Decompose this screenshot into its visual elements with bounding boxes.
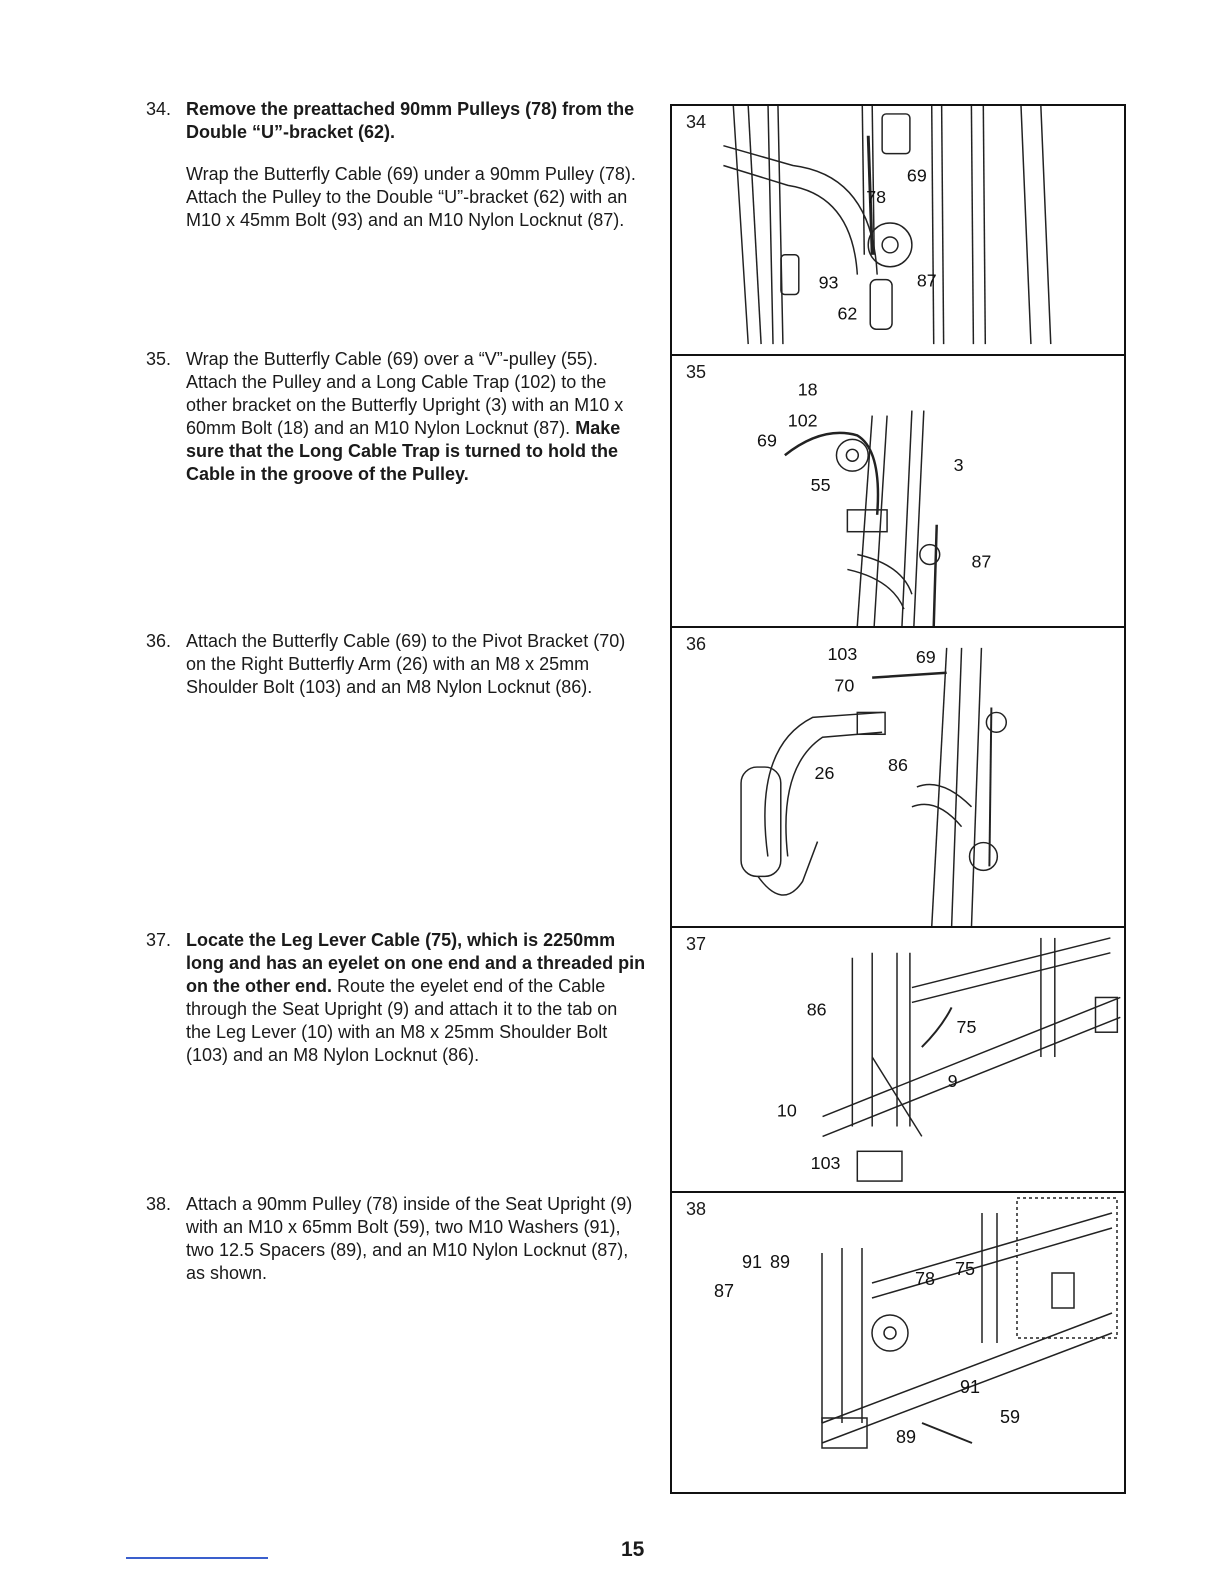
figure-panels	[670, 104, 1126, 1494]
callout: 103	[827, 643, 858, 664]
step-number: 37.	[146, 930, 172, 950]
callout: 93	[818, 272, 839, 293]
step-37	[146, 929, 646, 1067]
step-body: Attach the Butterfly Cable (69) to the Pivot Bracket (70) on the Right Butterfly Arm (26) with an M8 x 25mm Shoulder Bolt (103) and an M8 Nylon Locknut (86).	[186, 631, 626, 697]
figure-label: 35	[686, 362, 707, 382]
callout: 89	[770, 1252, 791, 1272]
step-34	[146, 98, 646, 232]
callout: 86	[888, 755, 908, 776]
figure-36	[672, 628, 1124, 928]
callout: 89	[896, 1427, 917, 1447]
callout: 103	[810, 1153, 841, 1174]
step-bold-note: Locate the Leg Lever Cable (75), which is 2250mm long and has an eyelet on one end and a threaded pin on the other end.	[186, 930, 646, 996]
step-bold-note: Make sure that the Long Cable Trap is turned to hold the Cable in the groove of the Pulley.	[186, 418, 621, 484]
callout: 3	[953, 455, 964, 476]
callout: 78	[915, 1269, 936, 1289]
figure-34-drawing	[672, 106, 1124, 354]
figure-34	[672, 106, 1124, 356]
callout: 91	[960, 1377, 981, 1397]
callout: 55	[810, 475, 831, 495]
step-36	[146, 630, 646, 699]
callout: 70	[834, 675, 855, 696]
step-body: Route the eyelet end of the Cable through the Seat Upright (9) and attach it to the tab on the Leg Lever (10) with an M8 x 25mm Shoulder Bolt (103) and an M8 Nylon Locknut (86).	[186, 976, 618, 1065]
step-number: 35.	[146, 349, 172, 369]
step-number: 34.	[146, 99, 172, 119]
callout: 59	[1000, 1407, 1021, 1427]
callout: 87	[916, 270, 937, 291]
callout: 75	[955, 1259, 976, 1279]
callout: 69	[906, 165, 927, 186]
figure-label: 38	[686, 1199, 707, 1219]
step-body: Wrap the Butterfly Cable (69) under a 90mm Pulley (78). Attach the Pulley to the Double “U”-bracket (62) with an M10 x 45mm Bolt (93) and an M10 Nylon Locknut (87).	[186, 164, 636, 230]
callout: 102	[787, 410, 818, 431]
figure-label: 36	[686, 634, 707, 654]
figure-38-drawing	[672, 1193, 1124, 1492]
figure-38	[672, 1193, 1124, 1492]
step-35	[146, 348, 646, 486]
step-heading: Remove the preattached 90mm Pulleys (78) from the Double “U”-bracket (62).	[186, 99, 635, 142]
figure-37-drawing	[672, 928, 1124, 1191]
step-number: 36.	[146, 631, 172, 651]
step-number: 38.	[146, 1194, 172, 1214]
figure-label: 34	[686, 112, 707, 132]
callout: 87	[971, 551, 992, 572]
footer-rule	[126, 1557, 268, 1559]
figure-36-drawing	[672, 628, 1124, 926]
callout: 62	[837, 303, 858, 324]
figure-35	[672, 356, 1124, 628]
step-body: Attach a 90mm Pulley (78) inside of the Seat Upright (9) with an M10 x 65mm Bolt (59), two M10 Washers (91), two 12.5 Spacers (89), and an M10 Nylon Locknut (87), as shown.	[186, 1194, 633, 1283]
figure-35-drawing	[672, 356, 1124, 626]
figure-label: 37	[686, 934, 707, 954]
callout: 69	[757, 430, 777, 451]
figure-37	[672, 928, 1124, 1193]
step-38	[146, 1193, 646, 1285]
callout: 69	[915, 646, 936, 667]
callout: 18	[797, 379, 818, 400]
callout: 10	[776, 1100, 797, 1121]
step-body: Wrap the Butterfly Cable (69) over a “V”-pulley (55). Attach the Pulley and a Long Cable Trap (102) to the other bracket on the Butterfly Upright (3) with an M10 x 60mm Bolt (18) and an M10 Nylon Locknut (87).	[186, 349, 624, 438]
callout: 78	[866, 187, 887, 208]
callout: 9	[947, 1070, 958, 1091]
callout: 26	[814, 762, 835, 783]
callout: 86	[806, 999, 827, 1020]
callout: 87	[714, 1281, 735, 1301]
page-number: 15	[621, 1538, 645, 1561]
callout: 91	[742, 1252, 763, 1272]
callout: 75	[956, 1017, 977, 1038]
